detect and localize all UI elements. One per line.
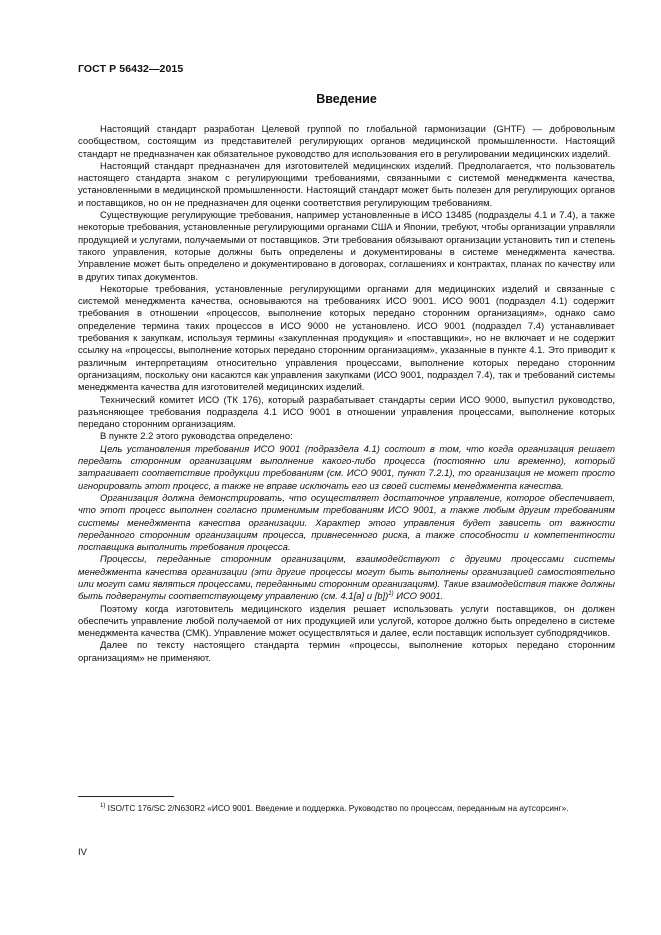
section-title: Введение — [316, 92, 377, 106]
paragraph: Существующие регулирующие требования, например установленные в ИСО 13485 (подразделы 4.1 и 7.4), а также некоторые требования, установленные регулирующими органами США и Японии, требуют, чтобы организации управляли продукцией и услугами, получаемыми от поставщиков. Эти требования обязывают организации установить тип и степень такого управления, которые должны быть определены и документированы в системе менеджмента качества. Управление может быть определено и документировано в договорах, соглашениях и контрактах, планах по качеству или в других типах документов. — [78, 210, 615, 283]
body-text — [78, 124, 615, 665]
footnote-reference[interactable]: 1) — [388, 591, 394, 598]
document-code: ГОСТ Р 56432—2015 — [78, 63, 184, 75]
quoted-paragraph: Цель установления требования ИСО 9001 (подраздела 4.1) состоит в том, что когда организация решает передать сторонним организациям выполнение какого-либо процесса (постоянно или временно), который затрагивает соответствие продукции требованиям (см. ИСО 9001, пункт 7.2.1), то организация не может просто игнорировать этот процесс, а также не вправе исключать его из своей системы менеджмента качества. — [78, 443, 615, 492]
quoted-paragraph: Процессы, переданные сторонним организациям, взаимодействуют с другими процессами системы менеджмента качества организации (эти другие процессы могут быть выполнены организацией самостоятельно или могут сами являться процессами, переданными сторонним организациям). Такие взаимодействия также должны быть подвергнуты соответствующему управлению (см. 4.1[a] и [b])$^{1)}$ ИСО 9001. — [78, 554, 615, 603]
paragraph: Настоящий стандарт разработан Целевой группой по глобальной гармонизации (GHTF) — добровольным сообществом, состоящим из представителей регулирующих органов медицинской промышленности. Настоящий стандарт не предназначен как обязательное руководство для использования его в регулировании медицинских изделий. — [78, 124, 615, 160]
footnote — [78, 803, 615, 814]
paragraph: Далее по тексту настоящего стандарта термин «процессы, выполнение которых передано сторонним организациям» не применяют. — [78, 640, 615, 664]
paragraph: Технический комитет ИСО (ТК 176), который разрабатывает стандарты серии ИСО 9000, выпустил руководство, разъясняющее требования подраздела 4.1 ИСО 9001 в отношении управления процессами, выполнение которых передано сторонним организациям. — [78, 394, 615, 431]
footnote-text: ISO/TC 176/SC 2/N630R2 «ИСО 9001. Введение и поддержка. Руководство по процессам, переданным на аутсорсинг». — [105, 803, 569, 813]
footnote-divider — [78, 796, 174, 797]
paragraph: Некоторые требования, установленные регулирующими органами для медицинских изделий и связанные с системой менеджмента качества, основываются на требованиях ИСО 9001. ИСО 9001 (подраздел 4.1) содержит требования в отношении «процессов, выполнение которых передано сторонним организациям», однако само определение термина таких процессов в ИСО 9000 не установлено. ИСО 9001 (подраздел 7.4) устанавливает требования к закупкам, используя термины «закупленная продукция» и «поставщики», но не включает и не содержит ссылку на «процессы, выполнение которых передано сторонним организациям», указанные в пункте 4.1. Это приводит к различным интерпретациям относительно управления процессами, выполнение которых передано сторонним организациям, поскольку они касаются как управления закупками (ИСО 9001, подраздел 7.4), так и требований системы менеджмента качества для изготовителей медицинских изделий. — [78, 283, 615, 394]
footnote-marker: 1) — [100, 803, 106, 810]
paragraph: Поэтому когда изготовитель медицинского изделия решает использовать услуги поставщиков, он должен обеспечить управление любой получаемой от них продукцией или услугой, которое должно быть определено в системе менеджмента качества (СМК). Управление может осуществляться и далее, если поставщик использует субподрядчиков. — [78, 603, 615, 640]
paragraph: Настоящий стандарт предназначен для изготовителей медицинских изделий. Предполагается, что пользователь настоящего стандарта знаком с регулирующими требованиями, связанными с системой менеджмента качества, установленными в медицинской промышленности. Настоящий стандарт может быть полезен для регулирующих органов и поставщиков, но он не предназначен для оценки соответствия регулирующим требованиям. — [78, 160, 615, 209]
quoted-paragraph: Организация должна демонстрировать, что осуществляет достаточное управление, которое обеспечивает, что этот процесс выполнен согласно применимым требованиям ИСО 9001, а также любым другим требованиям системы менеджмента качества организации. Характер этого управления будет зависеть от важности переданного сторонним организациям процесса, привнесенного риска, а также способности и компетентности поставщика выполнить требования процесса. — [78, 492, 615, 554]
paragraph: В пункте 2.2 этого руководства определено: — [100, 431, 293, 443]
page-number: IV — [78, 847, 87, 858]
